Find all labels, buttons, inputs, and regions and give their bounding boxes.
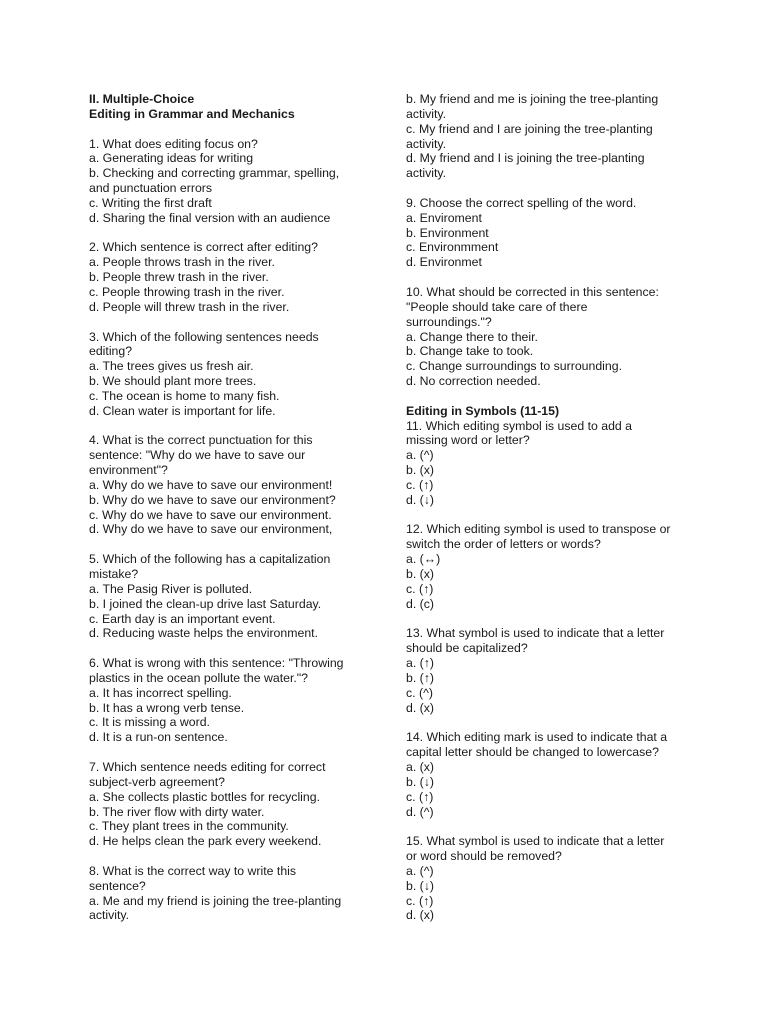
spacer bbox=[89, 849, 361, 864]
answer-option-line: a. She collects plastic bottles for recycling. bbox=[89, 789, 321, 804]
section-title: II. Multiple-Choice bbox=[89, 92, 195, 106]
answer-option-line: d. (^) bbox=[406, 804, 434, 819]
answer-option bbox=[406, 255, 688, 270]
answer-option bbox=[89, 582, 361, 597]
answer-option-line: c. (↑) bbox=[406, 789, 434, 804]
right-column bbox=[406, 92, 688, 938]
answer-option-line: c. The ocean is home to many fish. bbox=[89, 388, 280, 403]
answer-option-line: d. (x) bbox=[406, 700, 435, 715]
answer-option bbox=[406, 122, 688, 152]
answer-option-line: a. The trees gives us fresh air. bbox=[89, 359, 254, 374]
question-text: 11. Which editing symbol is used to add a bbox=[406, 418, 633, 433]
answer-option bbox=[89, 715, 361, 730]
answer-option bbox=[89, 300, 361, 315]
answer-option-line: c. Earth day is an important event. bbox=[89, 611, 276, 626]
answer-option bbox=[406, 894, 688, 909]
answer-option bbox=[89, 730, 361, 745]
question-8-continued bbox=[406, 92, 688, 181]
answer-option bbox=[406, 671, 688, 686]
answer-option bbox=[89, 478, 361, 493]
question-block bbox=[406, 419, 688, 508]
question-text: sentence? bbox=[89, 878, 146, 893]
question-text: switch the order of letters or words? bbox=[406, 537, 601, 552]
spacer bbox=[89, 745, 361, 760]
answer-option-line: b. Why do we have to save our environment? bbox=[89, 492, 336, 507]
section-subtitle: Editing in Grammar and Mechanics bbox=[89, 106, 295, 121]
answer-option bbox=[89, 597, 361, 612]
answer-option bbox=[89, 790, 361, 805]
answer-option bbox=[89, 834, 361, 849]
question-text: missing word or letter? bbox=[406, 433, 530, 448]
spacer bbox=[406, 923, 688, 938]
answer-option bbox=[89, 374, 361, 389]
answer-option bbox=[406, 908, 688, 923]
answer-option bbox=[406, 805, 688, 820]
spacer bbox=[406, 508, 688, 523]
question-block bbox=[406, 834, 688, 923]
answer-option-line: a. Enviroment bbox=[406, 210, 482, 225]
answer-option-line: b. (x) bbox=[406, 463, 435, 478]
symbols-heading: Editing in Symbols (11-15) bbox=[406, 403, 560, 418]
answer-option-line: a. It has incorrect spelling. bbox=[89, 685, 232, 700]
answer-option bbox=[89, 508, 361, 523]
answer-option-line: c. (^) bbox=[406, 685, 433, 700]
answer-option-line: c. Why do we have to save our environment. bbox=[89, 507, 332, 522]
answer-option bbox=[89, 894, 361, 924]
answer-option-line: a. Why do we have to save our environment! bbox=[89, 477, 333, 492]
spacer bbox=[89, 537, 361, 552]
answer-option-line: b. Checking and correcting grammar, spelling, bbox=[89, 166, 340, 181]
answer-option-line: d. People will threw trash in the river. bbox=[89, 299, 290, 314]
answer-option bbox=[89, 522, 361, 537]
answer-option-line: d. It is a run-on sentence. bbox=[89, 730, 228, 745]
answer-option bbox=[406, 790, 688, 805]
answer-option-line: a. (^) bbox=[406, 448, 434, 463]
answer-option-line: b. Change take to took. bbox=[406, 344, 534, 359]
spacer bbox=[406, 715, 688, 730]
answer-option-line: c. My friend and I are joining the tree-planting bbox=[406, 121, 653, 136]
answer-option bbox=[89, 626, 361, 641]
spacer bbox=[89, 122, 361, 137]
answer-option-line: c. (↑) bbox=[406, 581, 434, 596]
left-column bbox=[89, 92, 361, 923]
answer-option-line: d. He helps clean the park every weekend. bbox=[89, 834, 322, 849]
question-block bbox=[89, 240, 361, 314]
answer-option bbox=[406, 374, 688, 389]
answer-option-line: a. (^) bbox=[406, 863, 434, 878]
answer-option bbox=[89, 196, 361, 211]
answer-option bbox=[406, 493, 688, 508]
spacer bbox=[89, 641, 361, 656]
answer-option-line: activity. bbox=[406, 106, 447, 121]
question-text: surroundings."? bbox=[406, 314, 492, 329]
spacer bbox=[89, 315, 361, 330]
answer-option bbox=[406, 597, 688, 612]
answer-option-line: a. Me and my friend is joining the tree-planting bbox=[89, 893, 342, 908]
question-block bbox=[89, 137, 361, 226]
spacer bbox=[406, 270, 688, 285]
answer-option bbox=[406, 359, 688, 374]
right-questions-a bbox=[406, 196, 688, 404]
answer-option-line: a. (↑) bbox=[406, 656, 435, 671]
answer-option bbox=[406, 448, 688, 463]
answer-option bbox=[406, 330, 688, 345]
answer-option-line: b. I joined the clean-up drive last Saturday. bbox=[89, 596, 322, 611]
answer-option bbox=[406, 775, 688, 790]
answer-option-line: a. (↔) bbox=[406, 552, 441, 567]
answer-option bbox=[406, 226, 688, 241]
question-text: 6. What is wrong with this sentence: "Throwing bbox=[89, 656, 344, 671]
answer-option bbox=[89, 211, 361, 226]
answer-option bbox=[406, 92, 688, 122]
answer-option-line: b. (↓) bbox=[406, 774, 435, 789]
question-block bbox=[89, 552, 361, 641]
answer-option bbox=[406, 582, 688, 597]
answer-option bbox=[406, 151, 688, 181]
answer-option-line: d. No correction needed. bbox=[406, 374, 541, 389]
answer-option bbox=[406, 463, 688, 478]
answer-option-line: activity. bbox=[406, 166, 447, 181]
question-text: subject-verb agreement? bbox=[89, 774, 226, 789]
answer-option-line: b. My friend and me is joining the tree-planting bbox=[406, 92, 659, 106]
question-text: 10. What should be corrected in this sentence: bbox=[406, 284, 659, 299]
answer-option-line: b. (↑) bbox=[406, 670, 435, 685]
answer-option-line: d. Why do we have to save our environment, bbox=[89, 522, 333, 537]
answer-option bbox=[89, 255, 361, 270]
answer-option bbox=[406, 701, 688, 716]
answer-option bbox=[406, 864, 688, 879]
question-text: 4. What is the correct punctuation for this bbox=[89, 433, 313, 448]
question-text: 2. Which sentence is correct after editing? bbox=[89, 240, 318, 255]
answer-option bbox=[89, 166, 361, 196]
spacer bbox=[89, 419, 361, 434]
question-text: 3. Which of the following sentences needs bbox=[89, 329, 319, 344]
question-text: 13. What symbol is used to indicate that a letter bbox=[406, 626, 665, 641]
answer-option-line: d. Clean water is important for life. bbox=[89, 403, 276, 418]
answer-option-line: b. Environment bbox=[406, 225, 489, 240]
question-text: plastics in the ocean pollute the water."? bbox=[89, 670, 309, 685]
answer-option bbox=[89, 270, 361, 285]
answer-option-line: c. Change surroundings to surrounding. bbox=[406, 359, 623, 374]
answer-option-line: d. Sharing the final version with an audience bbox=[89, 210, 331, 225]
answer-option-line: and punctuation errors bbox=[89, 181, 213, 196]
answer-option bbox=[406, 552, 688, 567]
answer-option-line: b. We should plant more trees. bbox=[89, 374, 257, 389]
question-text: 7. Which sentence needs editing for correct bbox=[89, 759, 326, 774]
right-questions-b bbox=[406, 419, 688, 939]
answer-option-line: d. (c) bbox=[406, 596, 435, 611]
answer-option-line: a. Generating ideas for writing bbox=[89, 151, 254, 166]
answer-option-line: c. (↑) bbox=[406, 477, 434, 492]
question-text: editing? bbox=[89, 344, 133, 359]
question-block bbox=[406, 522, 688, 611]
question-text: 14. Which editing mark is used to indicate that a bbox=[406, 730, 668, 745]
answer-option-line: b. (↓) bbox=[406, 878, 435, 893]
answer-option bbox=[89, 805, 361, 820]
answer-option-line: d. Reducing waste helps the environment. bbox=[89, 626, 318, 641]
answer-option bbox=[89, 612, 361, 627]
question-text: 9. Choose the correct spelling of the word. bbox=[406, 195, 637, 210]
answer-option-line: a. People throws trash in the river. bbox=[89, 255, 275, 270]
answer-option bbox=[89, 493, 361, 508]
question-text: 8. What is the correct way to write this bbox=[89, 863, 297, 878]
question-block bbox=[406, 285, 688, 389]
question-text: 1. What does editing focus on? bbox=[89, 136, 258, 151]
answer-option bbox=[406, 567, 688, 582]
answer-option bbox=[89, 819, 361, 834]
question-block bbox=[406, 730, 688, 819]
answer-option bbox=[89, 686, 361, 701]
answer-option-line: b. People threw trash in the river. bbox=[89, 270, 269, 285]
question-text: sentence: "Why do we have to save our bbox=[89, 448, 306, 463]
answer-option bbox=[89, 389, 361, 404]
answer-option bbox=[406, 760, 688, 775]
question-block bbox=[406, 196, 688, 270]
answer-option-line: d. (↓) bbox=[406, 492, 435, 507]
answer-option bbox=[406, 686, 688, 701]
answer-option-line: b. It has a wrong verb tense. bbox=[89, 700, 245, 715]
answer-option-line: a. (x) bbox=[406, 759, 435, 774]
question-text: capital letter should be changed to lowercase? bbox=[406, 745, 659, 760]
question-text: should be capitalized? bbox=[406, 641, 528, 656]
question-text: 5. Which of the following has a capitalization bbox=[89, 552, 331, 567]
question-text: 15. What symbol is used to indicate that a letter bbox=[406, 834, 665, 849]
question-text: 12. Which editing symbol is used to transpose or bbox=[406, 522, 671, 537]
spacer bbox=[406, 389, 688, 404]
question-block bbox=[89, 864, 361, 923]
answer-option-line: c. (↑) bbox=[406, 893, 434, 908]
answer-option bbox=[406, 656, 688, 671]
answer-option bbox=[89, 701, 361, 716]
answer-option bbox=[89, 151, 361, 166]
answer-option-line: activity. bbox=[406, 136, 447, 151]
question-block bbox=[89, 760, 361, 849]
left-questions bbox=[89, 137, 361, 924]
answer-option-line: activity. bbox=[89, 908, 130, 923]
answer-option-line: a. The Pasig River is polluted. bbox=[89, 581, 253, 596]
answer-option bbox=[89, 404, 361, 419]
answer-option bbox=[406, 478, 688, 493]
question-text: or word should be removed? bbox=[406, 849, 562, 864]
answer-option-line: c. Writing the first draft bbox=[89, 195, 212, 210]
question-block bbox=[89, 433, 361, 537]
question-block bbox=[89, 330, 361, 419]
answer-option-line: d. (x) bbox=[406, 908, 435, 923]
spacer bbox=[406, 612, 688, 627]
question-text: "People should take care of there bbox=[406, 299, 588, 314]
question-block bbox=[89, 656, 361, 745]
answer-option bbox=[406, 879, 688, 894]
answer-option bbox=[89, 285, 361, 300]
spacer bbox=[406, 819, 688, 834]
spacer bbox=[89, 226, 361, 241]
answer-option bbox=[406, 344, 688, 359]
answer-option-line: a. Change there to their. bbox=[406, 329, 538, 344]
answer-option-line: b. The river flow with dirty water. bbox=[89, 804, 265, 819]
answer-option-line: c. Environmment bbox=[406, 240, 499, 255]
question-block bbox=[406, 626, 688, 715]
answer-option-line: c. People throwing trash in the river. bbox=[89, 284, 285, 299]
answer-option-line: b. (x) bbox=[406, 567, 435, 581]
spacer bbox=[406, 181, 688, 196]
answer-option-line: c. It is missing a word. bbox=[89, 715, 210, 730]
answer-option bbox=[89, 359, 361, 374]
answer-option-line: c. They plant trees in the community. bbox=[89, 819, 289, 834]
question-text: environment"? bbox=[89, 463, 168, 478]
answer-option bbox=[406, 211, 688, 226]
answer-option-line: d. My friend and I is joining the tree-planting bbox=[406, 151, 645, 166]
answer-option bbox=[406, 240, 688, 255]
question-text: mistake? bbox=[89, 567, 139, 581]
answer-option-line: d. Environmet bbox=[406, 255, 482, 270]
